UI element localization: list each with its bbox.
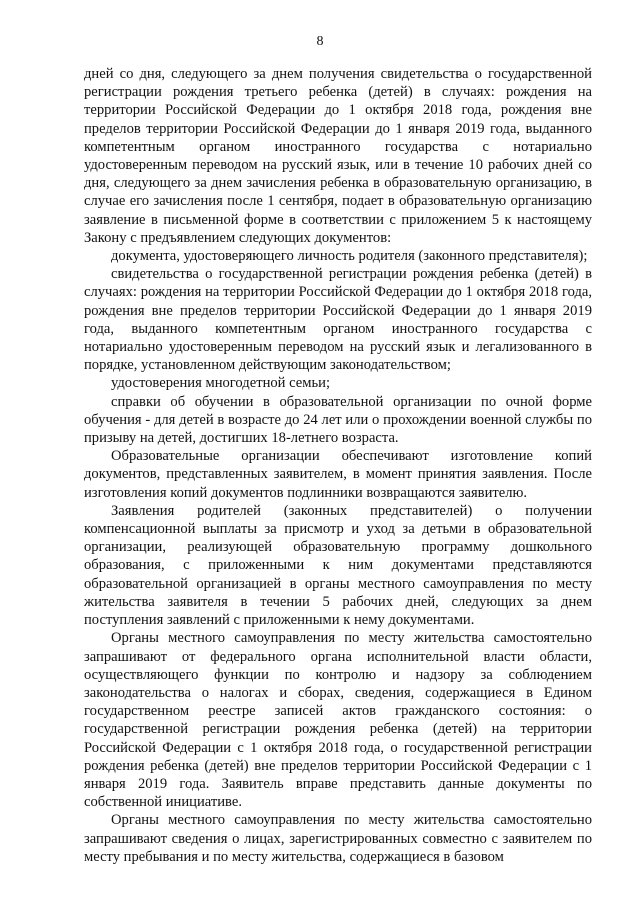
document-body [84, 65, 592, 866]
paragraph-large-family-certificate: удостоверения многодетной семьи; [111, 375, 331, 392]
paragraph-birth-certificate: свидетельства о государственной регистрации рождения ребенка (детей) в случаях: рождения на территории Российской Федерации до 1 октября 2018 года, рождения вне пределов территории Российской Федерации до 1 января 2019 года, выданного компетентным органом иностранного государства с нотариально удостоверенным переводом на русский язык и легализованного в порядке, установленном действующим законодательством; [84, 266, 592, 374]
paragraph-education-certificate: справки об обучении в образовательной организации по очной форме обучения - для детей в возрасте до 24 лет или о прохождении военной службы по призыву на детей, достигших 18-летнего возраста. [84, 393, 592, 447]
paragraph-continuation: дней со дня, следующего за днем получения свидетельства о государственной регистрации рождения третьего ребенка (детей) в случаях: рождения на территории Российской Федерации до 1 октября 2018 года, рождения вне пределов территории Российской Федерации до 1 января 2019 года, выданного компетентным органом иностранного государства с нотариально удостоверенным переводом на русский язык, или в течение 10 рабочих дней со дня, следующего за днем зачисления ребенка в образовательную организацию, в случае его зачисления после 1 сентября, подает в образовательную организацию заявление в письменной форме в соответствии с приложением 5 к настоящему Закону с предъявлением следующих документов: [84, 66, 592, 246]
paragraph-document-identity: документа, удостоверяющего личность родителя (законного представителя); [111, 248, 588, 265]
paragraph-document-copies: Образовательные организации обеспечивают изготовление копий документов, представленных заявителем, в момент принятия заявления. После изготовления копий документов подлинники возвращаются заявителю. [84, 448, 592, 501]
page-number: 8 [316, 34, 324, 49]
paragraph-residence-request: Органы местного самоуправления по месту жительства самостоятельно запрашивают сведения о лицах, зарегистрированных совместно с заявителем по месту пребывания и по месту жительства, содержащиеся в базовом [84, 812, 592, 865]
paragraph-application-submission: Заявления родителей (законных представителей) о получении компенсационной выплаты за присмотр и уход за детьми в образовательной организации, реализующей образовательную программу дошкольного образования, с приложенными к ним документами представляются образовательной организацией в органы местного самоуправления по месту жительства заявителя в течении 5 рабочих дней, следующих за днем поступления заявлений с приложенными к нему документами. [84, 502, 592, 629]
paragraph-federal-request: Органы местного самоуправления по месту жительства самостоятельно запрашивают от федерального органа исполнительной власти области, осуществляющего функции по контролю и надзору за соблюдением законодательства о налогах и сборах, сведения, содержащиеся в Едином государственном реестре записей актов гражданского состояния: о государственной регистрации рождения ребенка (детей) на территории Российской Федерации с 1 октября 2018 года, о государственной регистрации рождения ребенка (детей) вне пределов территории Российской Федерации с 1 января 2019 года. Заявитель вправе представить данные документы по собственной инициативе. [84, 630, 592, 811]
